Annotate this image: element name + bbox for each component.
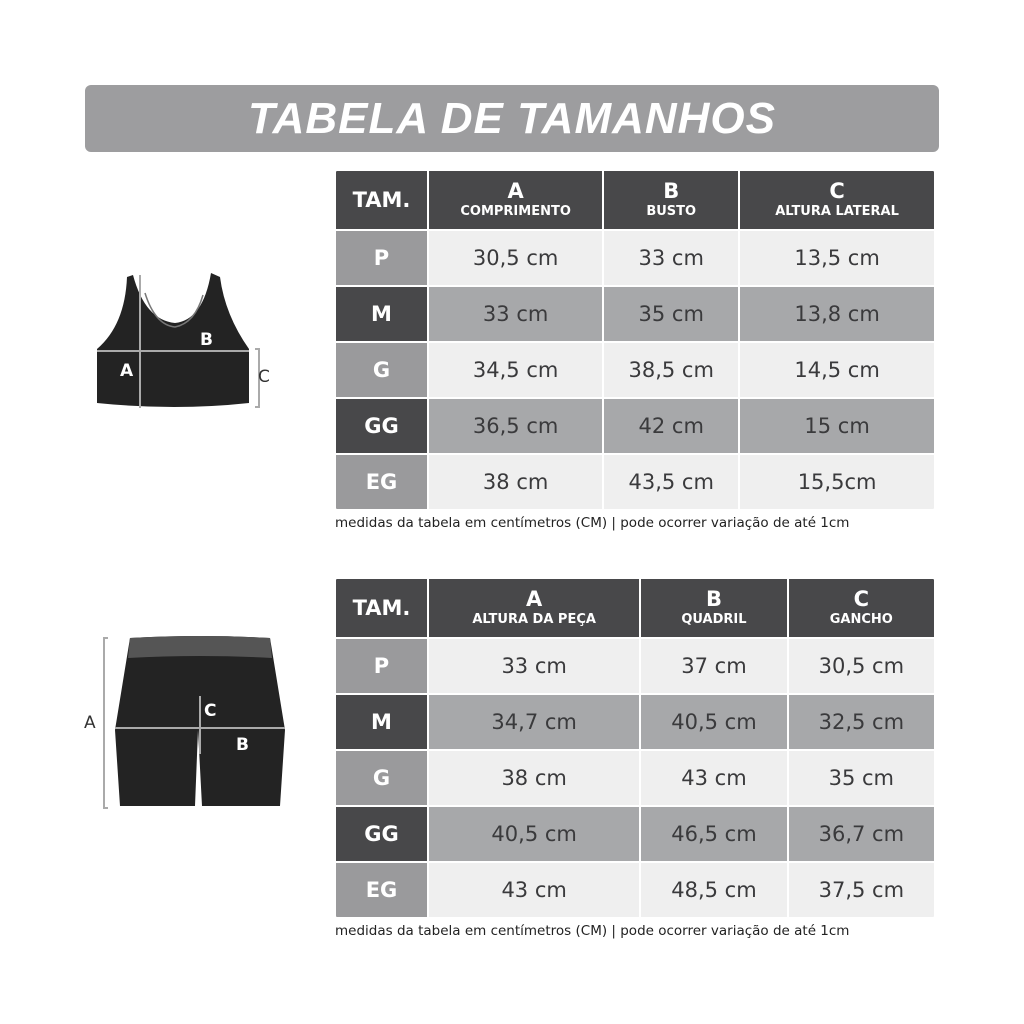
value-cell: 48,5 cm [641, 863, 786, 917]
header-row [336, 171, 934, 229]
value-cell: 40,5 cm [429, 807, 639, 861]
value-cell: 38 cm [429, 751, 639, 805]
table-row [336, 751, 934, 805]
value-cell: 30,5 cm [429, 231, 602, 285]
value-cell: 33 cm [429, 639, 639, 693]
value-cell: 13,5 cm [740, 231, 934, 285]
value-cell: 43 cm [429, 863, 639, 917]
size-cell: P [336, 639, 427, 693]
table-row [336, 639, 934, 693]
table-row [336, 807, 934, 861]
header-label: COMPRIMENTO [460, 204, 571, 219]
value-cell: 37 cm [641, 639, 786, 693]
value-cell: 36,5 cm [429, 399, 602, 453]
header-size: TAM. [336, 171, 427, 229]
value-cell: 14,5 cm [740, 343, 934, 397]
size-cell: GG [336, 807, 427, 861]
header-col [740, 171, 934, 229]
value-cell: 15,5cm [740, 455, 934, 509]
value-cell: 35 cm [789, 751, 934, 805]
header-col [604, 171, 738, 229]
table-row [336, 231, 934, 285]
svg-text:A: A [84, 713, 96, 733]
value-cell: 38 cm [429, 455, 602, 509]
table-row [336, 287, 934, 341]
value-cell: 37,5 cm [789, 863, 934, 917]
value-cell: 30,5 cm [789, 639, 934, 693]
label-b: B [200, 330, 213, 350]
sports-bra-diagram [85, 265, 285, 415]
page-title: TABELA DE TAMANHOS [247, 93, 777, 143]
value-cell: 42 cm [604, 399, 738, 453]
size-cell: M [336, 695, 427, 749]
value-cell: 32,5 cm [789, 695, 934, 749]
size-cell: P [336, 231, 427, 285]
header-letter: A [526, 587, 543, 611]
size-cell: G [336, 751, 427, 805]
shorts-size-table [334, 577, 936, 919]
header-label: GANCHO [829, 612, 893, 627]
header-letter: B [663, 179, 680, 203]
header-label: BUSTO [646, 204, 697, 219]
svg-text:B: B [236, 735, 249, 755]
title-bar [85, 85, 939, 152]
size-cell: M [336, 287, 427, 341]
shorts-diagram [80, 630, 295, 820]
header-row [336, 579, 934, 637]
value-cell: 43,5 cm [604, 455, 738, 509]
header-label: QUADRIL [681, 612, 747, 627]
header-col [641, 579, 786, 637]
header-col [429, 171, 602, 229]
svg-text:C: C [204, 701, 217, 721]
value-cell: 34,7 cm [429, 695, 639, 749]
label-a: A [120, 361, 134, 381]
header-letter: A [507, 179, 524, 203]
value-cell: 46,5 cm [641, 807, 786, 861]
size-cell: EG [336, 455, 427, 509]
header-label: ALTURA DA PEÇA [472, 612, 596, 627]
size-cell: EG [336, 863, 427, 917]
table-row [336, 863, 934, 917]
header-label: ALTURA LATERAL [775, 204, 899, 219]
value-cell: 36,7 cm [789, 807, 934, 861]
header-letter: C [853, 587, 870, 611]
value-cell: 13,8 cm [740, 287, 934, 341]
value-cell: 40,5 cm [641, 695, 786, 749]
header-size: TAM. [336, 579, 427, 637]
size-cell: GG [336, 399, 427, 453]
label-c: C [258, 367, 270, 387]
table-row [336, 695, 934, 749]
value-cell: 34,5 cm [429, 343, 602, 397]
size-cell: G [336, 343, 427, 397]
table-row [336, 455, 934, 509]
value-cell: 43 cm [641, 751, 786, 805]
value-cell: 35 cm [604, 287, 738, 341]
header-col [429, 579, 639, 637]
shorts-table-note: medidas da tabela em centímetros (CM) | pode ocorrer variação de até 1cm [335, 923, 850, 939]
bra-size-table [334, 169, 936, 511]
table-row [336, 343, 934, 397]
header-letter: B [705, 587, 722, 611]
value-cell: 33 cm [429, 287, 602, 341]
header-letter: C [829, 179, 845, 203]
table-row [336, 399, 934, 453]
value-cell: 15 cm [740, 399, 934, 453]
bra-table-note: medidas da tabela em centímetros (CM) | pode ocorrer variação de até 1cm [335, 515, 850, 531]
header-col [789, 579, 934, 637]
value-cell: 33 cm [604, 231, 738, 285]
value-cell: 38,5 cm [604, 343, 738, 397]
